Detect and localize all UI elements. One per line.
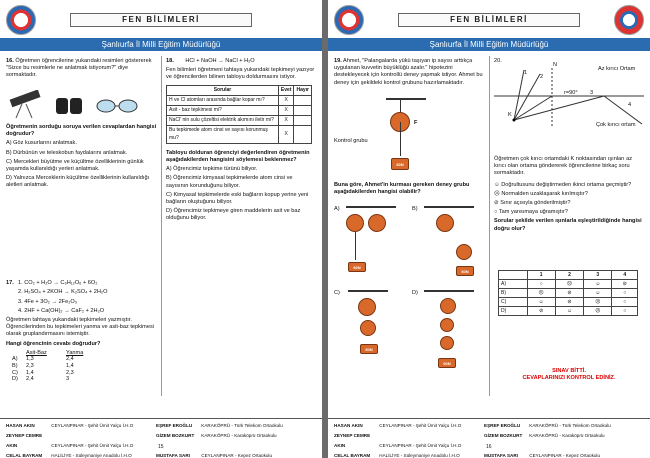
pulley: [440, 318, 454, 332]
author-school: CEYLANPINAR - Şehit Ümit Yalçu İ.H.O: [51, 443, 134, 448]
author-name: MUSTAFA SARI: [484, 453, 518, 458]
cell: 2,4: [26, 376, 34, 383]
no-mark: [294, 106, 312, 116]
option-c[interactable]: C): [499, 298, 528, 307]
author-name: CELAL BAYRAM: [6, 453, 43, 458]
label-low-index-medium: Az kırıcı Ortam: [598, 66, 636, 72]
option-a[interactable]: A): [334, 206, 340, 212]
option-a[interactable]: A) Göz kusurlarını anlatmak.: [6, 140, 77, 147]
authors-footer: [0, 418, 322, 458]
page-number: 16: [486, 444, 492, 450]
ray-2-label: 2: [540, 74, 544, 80]
ceiling: [424, 206, 474, 208]
point-k-label: K: [508, 112, 512, 118]
symbol-icon: ☺: [584, 289, 612, 298]
option-b[interactable]: B): [499, 289, 528, 298]
question-stem: Ahmet, "Palangalarda yükü taşıyan ip sayısı arttıkça uygulanan kuvvetin büyüklüğü azalır." hipotezini destekleyecek için kontrollü deney yapmak istiyor. Ahmet bu deney için şekildeki kontrol grubunu hazırlamaktadır.: [334, 58, 483, 86]
question-prompt: Buna göre, Ahmet'in kurması gereken deney grubu aşağıdakilerden hangisi olabilir?: [334, 182, 470, 196]
reaction-1: 1. CO₂ + H₂O → C₆H₁₂O₆ + 6O₂: [18, 280, 98, 287]
author-name: GİZEM BOZKURT: [156, 433, 195, 438]
ceiling: [424, 290, 474, 292]
option-d[interactable]: D): [412, 290, 418, 296]
th-no: Hayır: [294, 85, 312, 95]
cell: 2,4: [66, 356, 74, 363]
exam-end-title: SINAV BİTTİ.: [552, 368, 586, 374]
pulley: [456, 244, 472, 260]
sub-question-2: ☹ Normalden uzaklaşarak kırılmıştır?: [494, 190, 588, 197]
question-19-prompt: [334, 182, 484, 196]
symbol-icon: ☺: [584, 280, 612, 289]
force-label: F: [414, 120, 418, 126]
option-b[interactable]: B): [412, 206, 418, 212]
page-title: FEN BİLİMLERİ: [70, 13, 252, 27]
author-school: KARAKÖPRÜ - Türk Telekom Ortaokulu: [529, 423, 611, 428]
cell: 2,3: [66, 369, 74, 376]
option-b[interactable]: B): [12, 363, 18, 370]
row-question: NaCl' nin sulu çözeltisi elektrik akımını iletir mi?: [167, 116, 279, 126]
cell: 1,3: [26, 356, 34, 363]
option-b[interactable]: B) Dürbünün ve teleskobun faydalarını anlatmak.: [6, 149, 128, 156]
author-name: ZEYNEP CEMRE AKIN: [6, 433, 43, 448]
page-number: 15: [158, 444, 164, 450]
sub-question-text: Normalden uzaklaşarak kırılmıştır?: [501, 190, 588, 197]
symbol-icon: ☺: [555, 307, 583, 316]
author-school: CEYLANPINAR - Şehit Ümit Yalçu İ.H.O: [379, 443, 462, 448]
normal-label: N: [553, 62, 558, 68]
question-number: 18.: [166, 58, 174, 64]
sub-question-text: Doğrultusunu değiştirmeden ikinci ortama geçmiştir?: [501, 181, 632, 188]
reaction-4: 4. 2HF + Ca(OH)₂ → CaF₂ + 2H₂O: [18, 307, 105, 314]
author-school: CEYLANPINAR - Şehit Ümit Yalçu İ.H.O: [51, 423, 134, 428]
th: 3: [584, 271, 612, 280]
q20-answer-table: [498, 270, 638, 316]
row-question: Asit - baz tepkimesi mi?: [167, 106, 279, 116]
reaction-2: 2. H₂SO₄ + 2KOH → K₂SO₄ + 2H₂O: [18, 289, 108, 296]
author-name: ZEYNEP CEMRE AKIN: [334, 433, 371, 448]
symbol-icon: ○: [612, 307, 638, 316]
author-name: EŞREF EROĞLU: [484, 423, 521, 428]
option-a[interactable]: A): [499, 280, 528, 289]
symbol-icon: ⊘: [527, 307, 555, 316]
symbol-icon: ○: [527, 280, 555, 289]
question-20-body: [494, 156, 644, 233]
question-prompt: Tabloyu dolduran öğrenciyi değerlendiren öğretmenin aşağıdakilerden hangisini söylemesi beklenmez?: [166, 149, 310, 164]
author-school: KARAKÖPRÜ - Türk Telekom Ortaokulu: [201, 423, 283, 428]
cell: 2,3: [26, 363, 34, 370]
weight-block: 60N: [438, 358, 456, 368]
author-school: CEYLANPINAR - Kepez Ortaokulu: [201, 453, 273, 458]
symbol-icon: ○: [612, 298, 638, 307]
question-stem: Fen bilimleri öğretmeni tahtaya yukarıdaki tepkimeyi yazıyor ve öğrencilerden bilinen tabloyu doldurmasını istiyor.: [166, 67, 315, 81]
author-name: HASAN AKIN: [334, 423, 363, 428]
pulley: [346, 214, 364, 232]
yes-mark: X: [278, 116, 294, 126]
author-school: KARAKÖPRÜ - Karaköprü Ortaokulu: [529, 433, 605, 438]
th: 1: [527, 271, 555, 280]
directorate-banner: Şanlıurfa İl Milli Eğitim Müdürlüğü: [328, 38, 650, 51]
rope: [400, 122, 401, 156]
column-divider: [489, 56, 490, 396]
no-mark: [294, 95, 312, 105]
option-d[interactable]: D) Yalnızca Merceklerin küçültme özelliklerinin kullanıldığı aletleri anlatmak.: [6, 175, 150, 189]
option-c[interactable]: C) Kimyasal tepkimelerde eski bağların kopup yerine yeni bağların oluştuğunu biliyor.: [166, 191, 309, 206]
weight-block: 60N: [456, 266, 474, 276]
option-a[interactable]: A) Öğrencimiz tepkime türünü biliyor.: [166, 166, 258, 173]
exam-end-message: CEVAPLARINIZI KONTROL EDİNİZ.: [522, 375, 616, 382]
sub-question-3: ⊘ Sınır açısıyla gönderilmiştir?: [494, 200, 571, 207]
telescope-icon: [10, 90, 41, 118]
question-stem: Öğretmen tahtaya yukarıdaki tepkimeleri yazmıştır. Öğrencilerinden bu tepkimeleri yanma ve asit-baz tepkimesi olarak gruplandırmasını istemiştir.: [6, 317, 154, 338]
exam-end-note: [494, 368, 644, 382]
option-d[interactable]: D) Öğrencimiz tepkimeye giren maddelerin asit ve baz olduğunu biliyor.: [166, 208, 301, 222]
symbol-icon: ⊘: [555, 289, 583, 298]
directorate-banner: Şanlıurfa İl Milli Eğitim Müdürlüğü: [0, 38, 322, 51]
question-prompt: Öğretmenin sorduğu soruya verilen cevaplardan hangisi doğrudur?: [6, 124, 157, 138]
author-school: HALİLİYE - Süleymaniye Anadolu İ.H.O: [51, 453, 132, 458]
option-c[interactable]: C) Mercekleri büyütme ve küçültme özelliklerinin günlük yaşamda kullanıldığı yerleri anlatmak.: [6, 158, 144, 173]
cell: 1,4: [26, 369, 34, 376]
angle-label: r=90°: [564, 90, 578, 96]
column-divider: [161, 56, 162, 396]
reaction-equation: HCl + NaOH → NaCl + H₂O: [185, 58, 255, 64]
row-question: Bu tepkimede atom cinsi ve sayısı korunmuş mu?: [167, 126, 279, 143]
sub-question-4: ○ Tam yansımaya uğramıştır?: [494, 209, 568, 216]
th-questions: Sorular: [167, 85, 279, 95]
ray-4-label: 4: [628, 102, 632, 108]
th: 4: [612, 271, 638, 280]
pulley: [360, 320, 376, 336]
option-c[interactable]: C): [12, 369, 18, 376]
question-prompt: Sorular şekilde verilen ışınlarla eşleştirildiğinde hangisi doğru olur?: [494, 218, 642, 232]
rope: [355, 232, 356, 260]
weight-block: 60N: [360, 344, 378, 354]
symbol-icon: ☹: [584, 307, 612, 316]
symbol-icon: ☹: [527, 289, 555, 298]
ray-3-label: 3: [590, 90, 594, 96]
question-number: 19.: [334, 58, 342, 64]
symbol-icon: ⊘: [612, 280, 638, 289]
cell: 1,4: [66, 363, 74, 370]
no-mark: [294, 116, 312, 126]
option-b[interactable]: B) Öğrencimiz kimyasal tepkimelerde atom cinsi ve sayısının korunduğunu biliyor.: [166, 175, 293, 189]
symbol-icon: ⊘: [555, 298, 583, 307]
page-title: FEN BİLİMLERİ: [398, 13, 580, 27]
ceiling: [348, 290, 388, 292]
pulley: [368, 214, 386, 232]
pulley: [440, 336, 454, 350]
no-mark: [294, 126, 312, 143]
ceiling: [386, 98, 426, 100]
question-number: 17.: [6, 280, 14, 286]
authors-footer: [328, 418, 650, 458]
question-prompt: Hangi öğrencinin cevabı doğrudur?: [6, 340, 101, 347]
author-school: KARAKÖPRÜ - Karaköprü Ortaokulu: [201, 433, 277, 438]
sub-question-1: ☺ Doğrultusunu değiştirmeden ikinci ortama geçmiştir?: [494, 181, 632, 188]
ray-1-label: 1: [524, 70, 528, 76]
weight-block: 60N: [348, 262, 366, 272]
sub-question-text: Sınır açısıyla gönderilmiştir?: [500, 200, 571, 207]
question-19: [334, 58, 484, 87]
yes-mark: X: [278, 126, 294, 143]
option-c[interactable]: C): [334, 290, 340, 296]
symbol-icon: ☹: [555, 280, 583, 289]
yes-mark: X: [278, 106, 294, 116]
th: 2: [555, 271, 583, 280]
pulley: [436, 214, 454, 232]
rope: [400, 100, 401, 112]
yes-mark: X: [278, 95, 294, 105]
reaction-3: 3. 4Fe + 3O₂ → 2Fe₂O₃: [18, 298, 78, 305]
option-d[interactable]: D): [499, 307, 528, 316]
th: [499, 271, 528, 280]
col-acid-base: Asit-Baz: [26, 349, 47, 356]
page-left: [0, 0, 322, 458]
th-yes: Evet: [278, 85, 294, 95]
question-16-body: [6, 124, 158, 190]
author-name: HASAN AKIN: [6, 423, 35, 428]
optical-instruments-image: [6, 90, 156, 120]
symbol-icon: ☺: [527, 298, 555, 307]
page-right: [328, 0, 650, 458]
author-name: EŞREF EROĞLU: [156, 423, 193, 428]
control-group-label: Kontrol grubu: [334, 138, 368, 144]
ceiling: [346, 206, 396, 208]
row-question: H ve Cl atomları arasında bağlar kopar mı?: [167, 95, 279, 105]
meb-logo-icon: [334, 5, 364, 35]
author-name: MUSTAFA SARI: [156, 453, 190, 458]
author-school: CEYLANPINAR - Şehit Ümit Yalçu İ.H.O: [379, 423, 462, 428]
author-school: CEYLANPINAR - Kepez Ortaokulu: [529, 453, 601, 458]
question-18: [166, 58, 316, 223]
option-a[interactable]: A): [12, 356, 18, 363]
question-number: 20.: [494, 58, 502, 64]
question-stem: Öğretmen öğrencilerine yukarıdaki resimleri göstererek "Sizce bu resimlerle ne anlatmak istiyorum?" diye sormaktadır.: [6, 58, 152, 79]
symbol-icon: ○: [612, 289, 638, 298]
sub-question-text: Tam yansımaya uğramıştır?: [498, 209, 568, 216]
pulley: [358, 298, 376, 316]
answer-table: [166, 85, 312, 144]
author-name: GİZEM BOZKURT: [484, 433, 523, 438]
binoculars-icon: [56, 98, 82, 114]
col-combustion: Yanma: [66, 349, 84, 356]
question-16: [6, 58, 156, 80]
author-name: CELAL BAYRAM: [334, 453, 371, 458]
symbol-icon: ☹: [584, 298, 612, 307]
label-high-index-medium: Çok kırıcı ortam: [596, 122, 636, 128]
question-number: 16.: [6, 58, 14, 64]
question-17: [6, 280, 158, 383]
option-d[interactable]: D): [12, 376, 18, 383]
pulley: [440, 298, 456, 314]
question-stem: Öğretmen çok kırıcı ortamdaki K noktasından ışınları az kırıcı olan ortama göndererek öğrencilerine birkaç soru sormaktadır.: [494, 156, 633, 177]
weight-block: 60N: [391, 158, 409, 170]
author-school: HALİLİYE - Süleymaniye Anadolu İ.H.O: [379, 453, 460, 458]
eyeglasses-icon: [97, 100, 137, 112]
sanliurfa-logo-icon: [614, 5, 644, 35]
meb-logo-icon: [6, 5, 36, 35]
answer-grid: [12, 350, 158, 383]
cell: 3: [66, 376, 70, 383]
